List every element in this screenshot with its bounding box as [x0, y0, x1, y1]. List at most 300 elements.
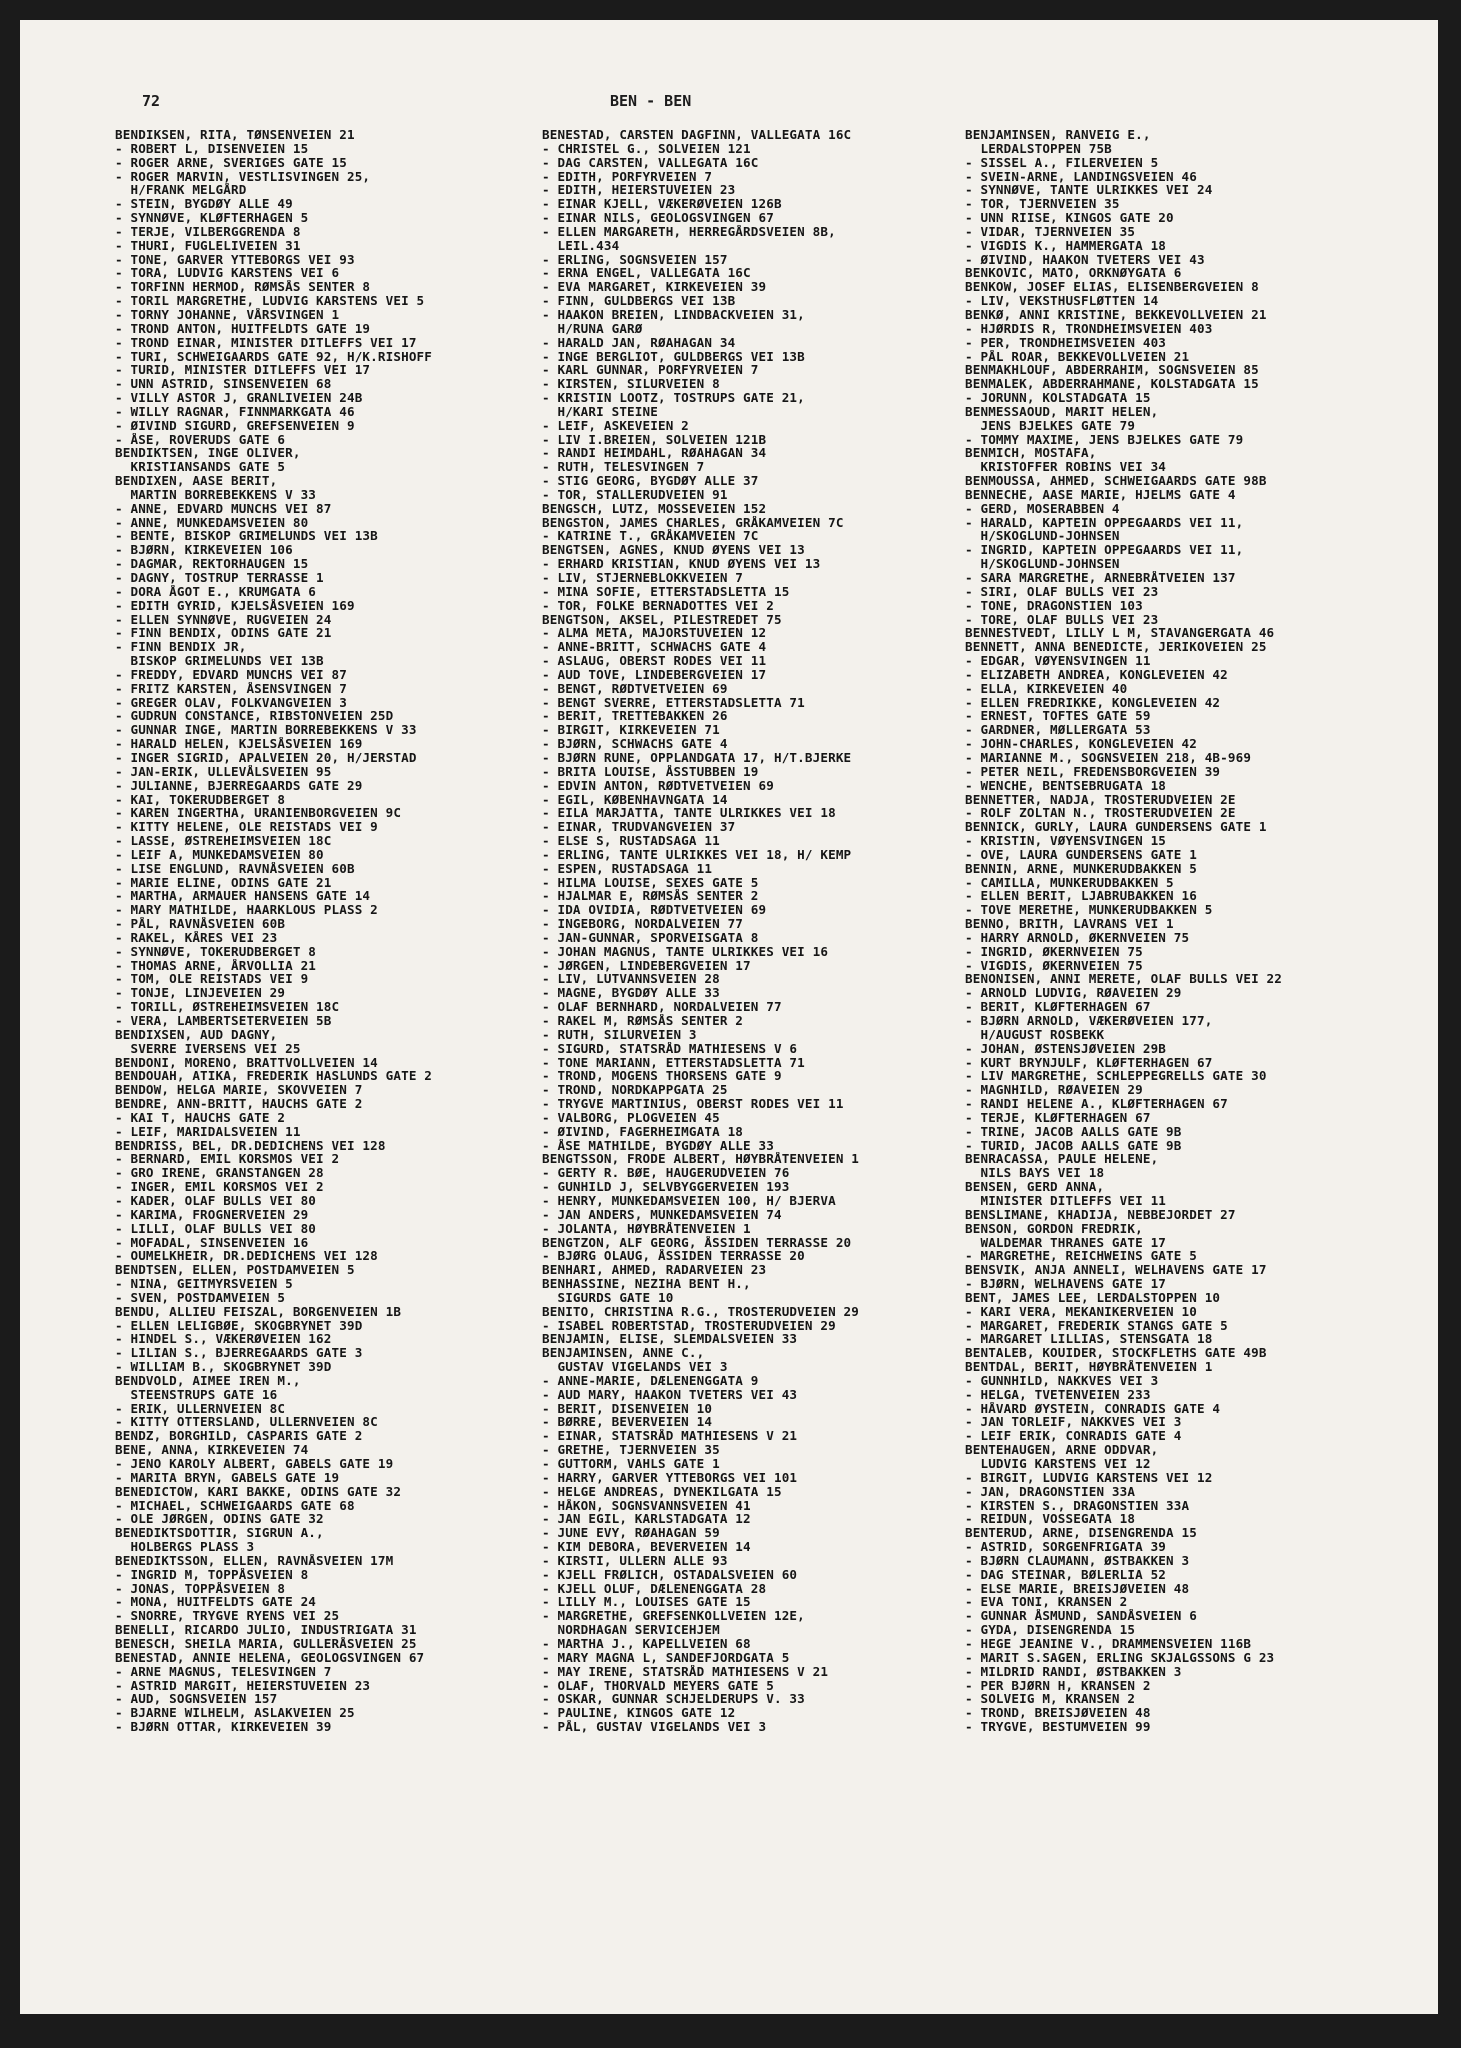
directory-entry: BENESTAD, CARSTEN DAGFINN, VALLEGATA 16C: [542, 128, 852, 142]
directory-entry: - KAREN INGERTHA, URANIENBORGVEIEN 9C: [115, 806, 402, 821]
directory-entry: H/SKOGLUND-JOHNSEN: [965, 529, 1120, 544]
directory-entry: - ARNOLD LUDVIG, RØAVEIEN 29: [965, 986, 1182, 1001]
directory-entry: - ISABEL ROBERTSTAD, TROSTERUDVEIEN 29: [542, 1318, 836, 1333]
directory-entry: - TROND ANTON, HUITFELDTS GATE 19: [115, 321, 371, 336]
directory-entry: - SVEN, POSTDAMVEIEN 5: [115, 1290, 286, 1305]
directory-entry: - ASTRID MARGIT, HEIERSTUVEIEN 23: [115, 1678, 371, 1693]
directory-entry: BENDIKTSEN, INGE OLIVER,: [115, 446, 301, 461]
directory-entry: SVERRE IVERSENS VEI 25: [115, 1041, 301, 1056]
directory-entry: - BJØRN OTTAR, KIRKEVEIEN 39: [115, 1720, 332, 1734]
directory-entry: LEIL.434: [542, 238, 620, 253]
directory-entry: BENDVOLD, AIMEE IREN M.,: [115, 1373, 301, 1388]
directory-entry: - HJALMAR E, RØMSÅS SENTER 2: [542, 889, 759, 904]
directory-entry: - TURI, SCHWEIGAARDS GATE 92, H/K.RISHOFF: [115, 349, 433, 364]
directory-entry: - KJELL OLUF, DÆLENENGGATA 28: [542, 1581, 767, 1596]
directory-entry: - JAN TORLEIF, NAKKVES VEI 3: [965, 1415, 1182, 1430]
directory-entry: - KIRSTEN, SILURVEIEN 8: [542, 377, 720, 392]
directory-entry: - HENRY, MUNKEDAMSVEIEN 100, H/ BJERVA: [542, 1193, 836, 1208]
directory-entry: BENRACASSA, PAULE HELENE,: [965, 1152, 1159, 1167]
directory-entry: - TORA, LUDVIG KARSTENS VEI 6: [115, 266, 340, 281]
directory-entry: - LEIF, MARIDALSVEIEN 11: [115, 1124, 301, 1139]
directory-entry: - HAAKON BREIEN, LINDBACKVEIEN 31,: [542, 307, 805, 322]
directory-entry: - SISSEL A., FILERVEIEN 5: [965, 155, 1159, 170]
directory-entry: - DAG STEINAR, BØLERLIA 52: [965, 1567, 1167, 1582]
directory-entry: - ROLF ZOLTAN N., TROSTERUDVEIEN 2E: [965, 806, 1236, 821]
page-number: 72: [142, 92, 161, 110]
directory-entry: - HELGA, TVETENVEIEN 233: [965, 1387, 1151, 1402]
directory-entry: - ERLING, SOGNSVEIEN 157: [542, 252, 728, 267]
directory-entry: - EILA MARJATTA, TANTE ULRIKKES VEI 18: [542, 806, 836, 821]
directory-entry: - MARY MATHILDE, HAARKLOUS PLASS 2: [115, 903, 378, 918]
directory-entry: - OLAF, THORVALD MEYERS GATE 5: [542, 1678, 774, 1693]
directory-entry: BENDOUAH, ATIKA, FREDERIK HASLUNDS GATE 2: [115, 1069, 433, 1084]
directory-entry: - PÅL ROAR, BEKKEVOLLVEIEN 21: [965, 349, 1190, 364]
directory-entry: - SVEIN-ARNE, LANDINGSVEIEN 46: [965, 169, 1197, 184]
directory-entry: - HÅVARD ØYSTEIN, CONRADIS GATE 4: [965, 1401, 1221, 1416]
directory-entry: BENGTZON, ALF GEORG, ÅSSIDEN TERRASSE 20: [542, 1235, 852, 1250]
directory-entry: - TONE, GARVER YTTEBORGS VEI 93: [115, 252, 355, 267]
directory-entry: BENESCH, SHEILA MARIA, GULLERÅSVEIEN 25: [115, 1636, 417, 1651]
directory-entry: - INGE BERGLIOT, GULDBERGS VEI 13B: [542, 349, 805, 364]
directory-entry: - BERIT, TRETTEBAKKEN 26: [542, 709, 728, 724]
directory-entry: - GREGER OLAV, FOLKVANGVEIEN 3: [115, 695, 347, 710]
directory-entry: - MOFADAL, SINSENVEIEN 16: [115, 1235, 309, 1250]
directory-entry: BENDZ, BORGHILD, CASPARIS GATE 2: [115, 1429, 363, 1444]
directory-entry: BENMALEK, ABDERRAHMANE, KOLSTADGATA 15: [965, 377, 1259, 392]
directory-entry: - ANNE, MUNKEDAMSVEIEN 80: [115, 515, 309, 530]
directory-entry: - BJØRN, KIRKEVEIEN 106: [115, 543, 293, 558]
directory-entry: - LASSE, ØSTREHEIMSVEIEN 18C: [115, 834, 332, 848]
directory-entry: - GUNNAR INGE, MARTIN BORREBEKKENS V 33: [115, 723, 417, 738]
directory-entry: - ANNE-BRITT, SCHWACHS GATE 4: [542, 640, 767, 655]
directory-entry: - LIV MARGRETHE, SCHLEPPEGRELLS GATE 30: [965, 1069, 1267, 1084]
directory-entry: - ESPEN, RUSTADSAGA 11: [542, 861, 713, 876]
directory-entry: - OUMELKHEIR, DR.DEDICHENS VEI 128: [115, 1249, 378, 1264]
directory-entry: - PÅL, GUSTAV VIGELANDS VEI 3: [542, 1720, 767, 1734]
directory-entry: - BJØRG OLAUG, ÅSSIDEN TERRASSE 20: [542, 1249, 805, 1264]
directory-entry: - CAMILLA, MUNKERUDBAKKEN 5: [965, 875, 1174, 890]
directory-entry: - TOMMY MAXIME, JENS BJELKES GATE 79: [965, 432, 1244, 447]
directory-entry: - HARALD JAN, RØAHAGAN 34: [542, 335, 736, 350]
directory-entry: - BRITA LOUISE, ÅSSTUBBEN 19: [542, 764, 759, 779]
directory-entry: JENS BJELKES GATE 79: [965, 418, 1136, 433]
directory-entry: BENDIXSEN, AUD DAGNY,: [115, 1027, 278, 1042]
directory-entry: - KARIMA, FROGNERVEIEN 29: [115, 1207, 309, 1222]
directory-entry: - RAKEL M, RØMSÅS SENTER 2: [542, 1014, 744, 1028]
directory-entry: NORDHAGAN SERVICEHJEM: [542, 1623, 720, 1637]
directory-entry: BENNIN, ARNE, MUNKERUDBAKKEN 5: [965, 861, 1197, 876]
directory-entry: - DAG CARSTEN, VALLEGATA 16C: [542, 155, 759, 170]
directory-entry: BENJAMINSEN, RANVEIG E.,: [965, 128, 1151, 142]
directory-entry: - HINDEL S., VÆKERØVEIEN 162: [115, 1332, 332, 1347]
directory-entry: - BENTE, BISKOP GRIMELUNDS VEI 13B: [115, 529, 378, 544]
directory-entry: - LIV, VEKSTHUSFLØTTEN 14: [965, 294, 1159, 308]
directory-entry: - FRITZ KARSTEN, ÅSENSVINGEN 7: [115, 681, 347, 696]
directory-entry: - HELGE ANDREAS, DYNEKILGATA 15: [542, 1484, 782, 1499]
directory-entry: BENDRISS, BEL, DR.DEDICHENS VEI 128: [115, 1138, 386, 1153]
directory-entry: BENMAKHLOUF, ABDERRAHIM, SOGNSVEIEN 85: [965, 363, 1259, 378]
directory-entry: - DAGNY, TOSTRUP TERRASSE 1: [115, 571, 324, 585]
directory-entry: - ERNEST, TOFTES GATE 59: [965, 709, 1151, 724]
directory-entry: - GUTTORM, VAHLS GATE 1: [542, 1457, 720, 1471]
directory-entry: BENKOVIC, MATO, ORKNØYGATA 6: [965, 266, 1182, 281]
directory-entry: - BENGT SVERRE, ETTERSTADSLETTA 71: [542, 695, 805, 710]
directory-entry: - EINAR, STATSRÅD MATHIESENS V 21: [542, 1429, 798, 1444]
directory-entry: SIGURDS GATE 10: [542, 1290, 674, 1305]
directory-entry: - BØRRE, BEVERVEIEN 14: [542, 1415, 713, 1430]
directory-entry: - TOR, TJERNVEIEN 35: [965, 197, 1120, 212]
directory-entry: - JONAS, TOPPÅSVEIEN 8: [115, 1581, 286, 1596]
directory-entry: - BERIT, KLØFTERHAGEN 67: [965, 1000, 1151, 1014]
directory-entry: - FINN BENDIX, ODINS GATE 21: [115, 626, 332, 641]
directory-entry: - TRYGVE MARTINIUS, OBERST RODES VEI 11: [542, 1097, 844, 1111]
directory-entry: GUSTAV VIGELANDS VEI 3: [542, 1360, 728, 1374]
directory-entry: - DORA ÅGOT E., KRUMGATA 6: [115, 584, 317, 599]
directory-entry: - NINA, GEITMYRSVEIEN 5: [115, 1277, 293, 1291]
directory-entry: - EGIL, KØBENHAVNGATA 14: [542, 792, 728, 807]
directory-entry: - SYNNØVE, TOKERUDBERGET 8: [115, 944, 317, 959]
directory-entry: - MAGNE, BYGDØY ALLE 33: [542, 986, 720, 1001]
directory-entry: - HILMA LOUISE, SEXES GATE 5: [542, 875, 759, 890]
directory-entry: - JAN ANDERS, MUNKEDAMSVEIEN 74: [542, 1207, 782, 1222]
directory-entry: - FREDDY, EDVARD MUNCHS VEI 87: [115, 667, 347, 682]
directory-entry: - BJARNE WILHELM, ASLAKVEIEN 25: [115, 1706, 355, 1721]
directory-entry: BENTDAL, BERIT, HØYBRÅTENVEIEN 1: [965, 1360, 1213, 1374]
directory-entry: - UNN RIISE, KINGOS GATE 20: [965, 211, 1174, 225]
directory-entry: - MARTHA, ARMAUER HANSENS GATE 14: [115, 889, 371, 904]
directory-entry: - MICHAEL, SCHWEIGAARDS GATE 68: [115, 1498, 355, 1513]
directory-entry: - TORIL MARGRETHE, LUDVIG KARSTENS VEI 5: [115, 294, 425, 308]
directory-entry: - ERHARD KRISTIAN, KNUD ØYENS VEI 13: [542, 557, 821, 571]
directory-entry: BENDTSEN, ELLEN, POSTDAMVEIEN 5: [115, 1263, 355, 1278]
directory-entry: BENDU, ALLIEU FEISZAL, BORGENVEIEN 1B: [115, 1304, 402, 1319]
directory-entry: - GUNNAR ÅSMUND, SANDÅSVEIEN 6: [965, 1609, 1197, 1624]
directory-entry: BENSEN, GERD ANNA,: [965, 1180, 1105, 1194]
directory-entry: - RANDI HEIMDAHL, RØAHAGAN 34: [542, 446, 767, 461]
directory-entry: - LILIAN S., BJERREGAARDS GATE 3: [115, 1346, 363, 1361]
directory-entry: - JAN, DRAGONSTIEN 33A: [965, 1484, 1136, 1499]
directory-entry: - ROGER ARNE, SVERIGES GATE 15: [115, 155, 347, 170]
directory-entry: H/AUGUST ROSBEKK: [965, 1027, 1105, 1042]
directory-entry: - KJELL FRØLICH, OSTADALSVEIEN 60: [542, 1567, 798, 1582]
directory-entry: - EDGAR, VØYENSVINGEN 11: [965, 654, 1151, 668]
directory-entry: - OVE, LAURA GUNDERSENS GATE 1: [965, 847, 1197, 862]
directory-entry: - HARALD HELEN, KJELSÅSVEIEN 169: [115, 737, 363, 751]
directory-entry: - VILLY ASTOR J, GRANLIVEIEN 24B: [115, 391, 363, 405]
directory-entry: - BJØRN CLAUMANN, ØSTBAKKEN 3: [965, 1553, 1190, 1568]
directory-entry: - SIGURD, STATSRÅD MATHIESENS V 6: [542, 1041, 798, 1056]
directory-entry: - THURI, FUGLELIVEIEN 31: [115, 238, 301, 253]
directory-entry: - TROND, BREISJØVEIEN 48: [965, 1706, 1151, 1721]
directory-entry: BENGTSSON, FRODE ALBERT, HØYBRÅTENVEIEN 1: [542, 1152, 860, 1167]
directory-entry: - PER BJØRN H, KRANSEN 2: [965, 1678, 1151, 1693]
directory-entry: - MARY MAGNA L, SANDEFJORDGATA 5: [542, 1650, 790, 1665]
directory-entry: - INGRID, KAPTEIN OPPEGAARDS VEI 11,: [965, 543, 1244, 558]
directory-entry: - TOM, OLE REISTADS VEI 9: [115, 972, 309, 987]
directory-entry: BENDIXEN, AASE BERIT,: [115, 474, 278, 488]
directory-entry: - ELSE S, RUSTADSAGA 11: [542, 834, 720, 848]
directory-entry: - EDITH GYRID, KJELSÅSVEIEN 169: [115, 598, 355, 613]
directory-entry: - SYNNØVE, KLØFTERHAGEN 5: [115, 211, 309, 225]
directory-entry: - KADER, OLAF BULLS VEI 80: [115, 1193, 317, 1208]
directory-entry: - ØIVIND, FAGERHEIMGATA 18: [542, 1124, 744, 1139]
directory-entry: - SIRI, OLAF BULLS VEI 23: [965, 584, 1159, 599]
directory-entry: - KIRSTEN S., DRAGONSTIEN 33A: [965, 1498, 1190, 1513]
directory-entry: NILS BAYS VEI 18: [965, 1166, 1105, 1181]
directory-entry: - TROND, MOGENS THORSENS GATE 9: [542, 1069, 782, 1084]
directory-entry: - KIRSTI, ULLERN ALLE 93: [542, 1553, 728, 1568]
directory-entry: KRISTIANSANDS GATE 5: [115, 460, 286, 475]
directory-entry: - VIGDIS, ØKERNVEIEN 75: [965, 958, 1143, 973]
directory-entry: LUDVIG KARSTENS VEI 12: [965, 1457, 1151, 1471]
directory-entry: - MINA SOFIE, ETTERSTADSLETTA 15: [542, 584, 790, 599]
directory-entry: - ASTRID, SORGENFRIGATA 39: [965, 1540, 1167, 1554]
directory-entry: - JØRGEN, LINDEBERGVEIEN 17: [542, 958, 751, 973]
directory-entry: BENNO, BRITH, LAVRANS VEI 1: [965, 917, 1174, 931]
directory-entry: BENKØ, ANNI KRISTINE, BEKKEVOLLVEIEN 21: [965, 307, 1267, 322]
directory-entry: - HJØRDIS R, TRONDHEIMSVEIEN 403: [965, 321, 1213, 336]
directory-entry: - KAI, TOKERUDBERGET 8: [115, 792, 286, 807]
directory-entry: - KURT BRYNJULF, KLØFTERHAGEN 67: [965, 1055, 1213, 1070]
directory-entry: - VIDAR, TJERNVEIEN 35: [965, 224, 1136, 239]
directory-entry: - TONJE, LINJEVEIEN 29: [115, 986, 286, 1001]
directory-entry: BISKOP GRIMELUNDS VEI 13B: [115, 654, 324, 668]
directory-entry: - LEIF, ASKEVEIEN 2: [542, 418, 689, 433]
directory-entry: - MILDRID RANDI, ØSTBAKKEN 3: [965, 1664, 1182, 1679]
directory-entry: - ØIVIND SIGURD, GREFSENVEIEN 9: [115, 418, 355, 433]
directory-entry: - TRYGVE, BESTUMVEIEN 99: [965, 1720, 1151, 1734]
directory-entry: - ALMA META, MAJORSTUVEIEN 12: [542, 626, 767, 641]
directory-entry: - ÅSE, ROVERUDS GATE 6: [115, 432, 286, 447]
directory-entry: - ARNE MAGNUS, TELESVINGEN 7: [115, 1664, 332, 1679]
directory-entry: - EVA TONI, KRANSEN 2: [965, 1595, 1128, 1610]
directory-entry: - TOR, STALLERUDVEIEN 91: [542, 487, 728, 502]
directory-entry: - RANDI HELENE A., KLØFTERHAGEN 67: [965, 1097, 1228, 1111]
directory-entry: - MARGARET, FREDERIK STANGS GATE 5: [965, 1318, 1228, 1333]
directory-entry: - WENCHE, BENTSEBRUGATA 18: [965, 778, 1167, 793]
directory-entry: BENEDICTOW, KARI BAKKE, ODINS GATE 32: [115, 1484, 402, 1499]
directory-entry: - GERD, MOSERABBEN 4: [965, 501, 1120, 516]
directory-entry: - SNORRE, TRYGVE RYENS VEI 25: [115, 1609, 340, 1624]
directory-entry: - LILLI, OLAF BULLS VEI 80: [115, 1221, 317, 1236]
directory-entry: - OSKAR, GUNNAR SCHJELDERUPS V. 33: [542, 1692, 805, 1707]
directory-entry: BENSLIMANE, KHADIJA, NEBBEJORDET 27: [965, 1207, 1236, 1222]
directory-entry: MARTIN BORREBEKKENS V 33: [115, 487, 317, 502]
directory-entry: - GERTY R. BØE, HAUGERUDVEIEN 76: [542, 1166, 790, 1181]
directory-entry: - ASLAUG, OBERST RODES VEI 11: [542, 654, 767, 668]
directory-entry: - BENGT, RØDTVETVEIEN 69: [542, 681, 728, 696]
directory-entry: - ANNE, EDVARD MUNCHS VEI 87: [115, 501, 332, 516]
directory-entry: BENJAMIN, ELISE, SLEMDALSVEIEN 33: [542, 1332, 798, 1347]
directory-entry: BENNETT, ANNA BENEDICTE, JERIKOVEIEN 25: [965, 640, 1267, 655]
directory-entry: - TONE MARIANN, ETTERSTADSLETTA 71: [542, 1055, 805, 1070]
directory-entry: - EVA MARGARET, KIRKEVEIEN 39: [542, 280, 767, 295]
directory-entry: - ANNE-MARIE, DÆLENENGGATA 9: [542, 1373, 759, 1388]
directory-entry: - INGRID M, TOPPÅSVEIEN 8: [115, 1567, 309, 1582]
directory-entry: - ELLA, KIRKEVEIEN 40: [965, 681, 1128, 696]
directory-entry: - INGEBORG, NORDALVEIEN 77: [542, 917, 744, 931]
directory-entry: - RAKEL, KÅRES VEI 23: [115, 930, 278, 945]
directory-entry: - TERJE, VILBERGGRENDA 8: [115, 224, 301, 239]
directory-entry: - AUD, SOGNSVEIEN 157: [115, 1692, 278, 1707]
directory-entry: - ERNA ENGEL, VALLEGATA 16C: [542, 266, 751, 281]
directory-entry: - JAN EGIL, KARLSTADGATA 12: [542, 1512, 751, 1527]
directory-entry: - JOHAN MAGNUS, TANTE ULRIKKES VEI 16: [542, 944, 829, 959]
directory-entry: - BJØRN, SCHWACHS GATE 4: [542, 737, 728, 751]
directory-entry: - TOVE MERETHE, MUNKERUDBAKKEN 5: [965, 903, 1213, 918]
directory-entry: - BJØRN, WELHAVENS GATE 17: [965, 1277, 1167, 1291]
directory-entry: - TRINE, JACOB AALLS GATE 9B: [965, 1124, 1182, 1139]
directory-entry: - SARA MARGRETHE, ARNEBRÅTVEIEN 137: [965, 571, 1236, 585]
directory-entry: - LISE ENGLUND, RAVNÅSVEIEN 60B: [115, 861, 355, 876]
directory-entry: - GUDRUN CONSTANCE, RIBSTONVEIEN 25D: [115, 709, 394, 724]
directory-entry: - GRO IRENE, GRANSTANGEN 28: [115, 1166, 324, 1181]
directory-entry: - DAGMAR, REKTORHAUGEN 15: [115, 557, 309, 571]
directory-entry: BENONISEN, ANNI MERETE, OLAF BULLS VEI 22: [965, 972, 1283, 987]
directory-entry: BENEDIKTSSON, ELLEN, RAVNÅSVEIEN 17M: [115, 1553, 394, 1568]
directory-entry: - IDA OVIDIA, RØDTVETVEIEN 69: [542, 903, 767, 918]
directory-entry: - ELLEN MARGARETH, HERREGÅRDSVEIEN 8B,: [542, 224, 836, 239]
directory-entry: BENITO, CHRISTINA R.G., TROSTERUDVEIEN 29: [542, 1304, 860, 1319]
directory-entry: - REIDUN, VOSSEGATA 18: [965, 1512, 1136, 1527]
directory-entry: - ELLEN SYNNØVE, RUGVEIEN 24: [115, 612, 332, 627]
directory-entry: BENT, JAMES LEE, LERDALSTOPPEN 10: [965, 1290, 1221, 1305]
directory-entry: - PÅL, RAVNÅSVEIEN 60B: [115, 917, 286, 931]
directory-entry: BENJAMINSEN, ANNE C.,: [542, 1346, 705, 1361]
directory-entry: LERDALSTOPPEN 75B: [965, 141, 1112, 156]
directory-entry: - ØIVIND, HAAKON TVETERS VEI 43: [965, 252, 1205, 267]
directory-entry: - ELSE MARIE, BREISJØVEIEN 48: [965, 1581, 1190, 1596]
directory-entry: - ROGER MARVIN, VESTLISVINGEN 25,: [115, 169, 371, 184]
directory-entry: - BERNARD, EMIL KORSMOS VEI 2: [115, 1152, 340, 1167]
directory-entry: - BERIT, DISENVEIEN 10: [542, 1401, 713, 1416]
directory-entry: - MARGARET LILLIAS, STENSGATA 18: [965, 1332, 1213, 1347]
directory-entry: - KRISTIN, VØYENSVINGEN 15: [965, 834, 1167, 848]
directory-entry: - VERA, LAMBERTSETERVEIEN 5B: [115, 1014, 332, 1028]
directory-entry: BENNESTVEDT, LILLY L M, STAVANGERGATA 46: [965, 626, 1275, 641]
directory-entry: - KITTY OTTERSLAND, ULLERNVEIEN 8C: [115, 1415, 378, 1430]
directory-entry: - JAN-ERIK, ULLEVÅLSVEIEN 95: [115, 764, 332, 779]
directory-entry: BENHARI, AHMED, RADARVEIEN 23: [542, 1263, 767, 1278]
directory-entry: BENDRE, ANN-BRITT, HAUCHS GATE 2: [115, 1097, 363, 1111]
directory-entry: H/FRANK MELGÅRD: [115, 183, 247, 198]
page-header: [20, 92, 1438, 118]
directory-entry: - TORFINN HERMOD, RØMSÅS SENTER 8: [115, 280, 371, 295]
directory-entry: BENMESSAOUD, MARIT HELEN,: [965, 404, 1159, 419]
directory-entry: BENESTAD, ANNIE HELENA, GEOLOGSVINGEN 67: [115, 1650, 425, 1665]
directory-entry: - FINN, GULDBERGS VEI 13B: [542, 294, 736, 308]
directory-entry: - LEIF A, MUNKEDAMSVEIEN 80: [115, 847, 324, 862]
directory-entry: - MARITA BRYN, GABELS GATE 19: [115, 1470, 340, 1485]
directory-entry: - JULIANNE, BJERREGAARDS GATE 29: [115, 778, 363, 793]
directory-entry: - KITTY HELENE, OLE REISTADS VEI 9: [115, 820, 378, 835]
directory-entry: - TROND EINAR, MINISTER DITLEFFS VEI 17: [115, 335, 417, 350]
directory-entry: - STIG GEORG, BYGDØY ALLE 37: [542, 474, 759, 488]
directory-entry: - UNN ASTRID, SINSENVEIEN 68: [115, 377, 332, 392]
directory-entry: - THOMAS ARNE, ÅRVOLLIA 21: [115, 958, 317, 973]
directory-entry: BENDIKSEN, RITA, TØNSENVEIEN 21: [115, 128, 355, 142]
directory-entry: BENDOW, HELGA MARIE, SKOVVEIEN 7: [115, 1083, 363, 1098]
directory-entry: BENTERUD, ARNE, DISENGRENDA 15: [965, 1526, 1197, 1541]
directory-entry: - LIV, STJERNEBLOKKVEIEN 7: [542, 571, 744, 585]
directory-entry: - SOLVEIG M, KRANSEN 2: [965, 1692, 1136, 1707]
directory-entry: - MARTHA J., KAPELLVEIEN 68: [542, 1636, 751, 1651]
directory-entry: - OLE JØRGEN, ODINS GATE 32: [115, 1512, 324, 1527]
directory-page: [20, 20, 1438, 2014]
directory-entry: BENEDIKTSDOTTIR, SIGRUN A.,: [115, 1526, 324, 1541]
directory-entry: BENE, ANNA, KIRKEVEIEN 74: [115, 1443, 309, 1457]
directory-entry: - JOLANTA, HØYBRÅTENVEIEN 1: [542, 1221, 751, 1236]
directory-entry: - KRISTIN LOOTZ, TOSTRUPS GATE 21,: [542, 391, 805, 405]
directory-entry: STEENSTRUPS GATE 16: [115, 1387, 278, 1402]
directory-entry: - KARL GUNNAR, PORFYRVEIEN 7: [542, 363, 759, 378]
directory-entry: - AUD TOVE, LINDEBERGVEIEN 17: [542, 667, 767, 682]
directory-entry: - INGER SIGRID, APALVEIEN 20, H/JERSTAD: [115, 750, 417, 765]
directory-entry: - GARDNER, MØLLERGATA 53: [965, 723, 1151, 738]
directory-entry: BENDONI, MORENO, BRATTVOLLVEIEN 14: [115, 1055, 378, 1070]
directory-entry: - EDITH, HEIERSTUVEIEN 23: [542, 183, 736, 198]
directory-entry: - GUNHILD J, SELVBYGGERVEIEN 193: [542, 1180, 790, 1194]
directory-entry: - VALBORG, PLOGVEIEN 45: [542, 1110, 720, 1125]
directory-entry: - INGRID, ØKERNVEIEN 75: [965, 944, 1143, 959]
directory-entry: - ÅSE MATHILDE, BYGDØY ALLE 33: [542, 1138, 774, 1153]
directory-entry: - HEGE JEANINE V., DRAMMENSVEIEN 116B: [965, 1636, 1252, 1651]
directory-entry: - CHRISTEL G., SOLVEIEN 121: [542, 141, 751, 156]
directory-entry: MINISTER DITLEFFS VEI 11: [965, 1193, 1167, 1208]
directory-entry: - TERJE, KLØFTERHAGEN 67: [965, 1110, 1151, 1125]
directory-entry: - HARALD, KAPTEIN OPPEGAARDS VEI 11,: [965, 515, 1244, 530]
directory-entry: - RUTH, SILURVEIEN 3: [542, 1027, 697, 1042]
directory-entry: - JORUNN, KOLSTADGATA 15: [965, 391, 1151, 405]
directory-entry: - TOR, FOLKE BERNADOTTES VEI 2: [542, 598, 774, 613]
column-3: [965, 128, 1425, 1734]
directory-entry: - STEIN, BYGDØY ALLE 49: [115, 197, 293, 212]
directory-entry: BENNETTER, NADJA, TROSTERUDVEIEN 2E: [965, 792, 1236, 807]
directory-entry: - EDITH, PORFYRVEIEN 7: [542, 169, 713, 184]
directory-entry: BENGTSEN, AGNES, KNUD ØYENS VEI 13: [542, 543, 805, 558]
directory-entry: - KIM DEBORA, BEVERVEIEN 14: [542, 1540, 751, 1554]
directory-entry: - VIGDIS K., HAMMERGATA 18: [965, 238, 1167, 253]
directory-entry: - EDVIN ANTON, RØDTVETVEIEN 69: [542, 778, 774, 793]
directory-entry: - RUTH, TELESVINGEN 7: [542, 460, 705, 475]
directory-entry: - MAY IRENE, STATSRÅD MATHIESENS V 21: [542, 1664, 829, 1679]
directory-entry: KRISTOFFER ROBINS VEI 34: [965, 460, 1167, 475]
directory-entry: - LIV, LUTVANNSVEIEN 28: [542, 972, 720, 987]
directory-entry: - SYNNØVE, TANTE ULRIKKES VEI 24: [965, 183, 1213, 198]
directory-entry: - KARI VERA, MEKANIKERVEIEN 10: [965, 1304, 1197, 1319]
directory-entry: - TURID, MINISTER DITLEFFS VEI 17: [115, 363, 371, 378]
directory-entry: - EINAR, TRUDVANGVEIEN 37: [542, 820, 736, 835]
directory-entry: - ROBERT L, DISENVEIEN 15: [115, 141, 309, 156]
directory-entry: - MARIT S.SAGEN, ERLING SKJALGSSONS G 23: [965, 1650, 1275, 1665]
directory-entry: - JAN-GUNNAR, SPORVEISGATA 8: [542, 930, 759, 945]
directory-entry: - GYDA, DISENGRENDA 15: [965, 1623, 1136, 1637]
directory-entry: BENSON, GORDON FREDRIK,: [965, 1221, 1143, 1236]
directory-entry: - LIV I.BREIEN, SOLVEIEN 121B: [542, 432, 767, 447]
directory-entry: - HARRY, GARVER YTTEBORGS VEI 101: [542, 1470, 798, 1485]
directory-entry: BENGSTON, JAMES CHARLES, GRÅKAMVEIEN 7C: [542, 515, 844, 530]
directory-entry: - TROND, NORDKAPPGATA 25: [542, 1083, 728, 1098]
directory-entry: BENELLI, RICARDO JULIO, INDUSTRIGATA 31: [115, 1623, 417, 1637]
directory-entry: BENGTSON, AKSEL, PILESTREDET 75: [542, 612, 782, 627]
directory-entry: BENMOUSSA, AHMED, SCHWEIGAARDS GATE 98B: [965, 474, 1267, 488]
directory-entry: - LILLY M., LOUISES GATE 15: [542, 1595, 751, 1610]
directory-entry: - KATRINE T., GRÅKAMVEIEN 7C: [542, 529, 759, 544]
directory-entry: BENHASSINE, NEZIHA BENT H.,: [542, 1277, 751, 1291]
directory-entry: - JUNE EVY, RØAHAGAN 59: [542, 1526, 720, 1541]
directory-entry: - HÅKON, SOGNSVANNSVEIEN 41: [542, 1498, 751, 1513]
directory-entry: - MARGRETHE, REICHWEINS GATE 5: [965, 1249, 1197, 1264]
